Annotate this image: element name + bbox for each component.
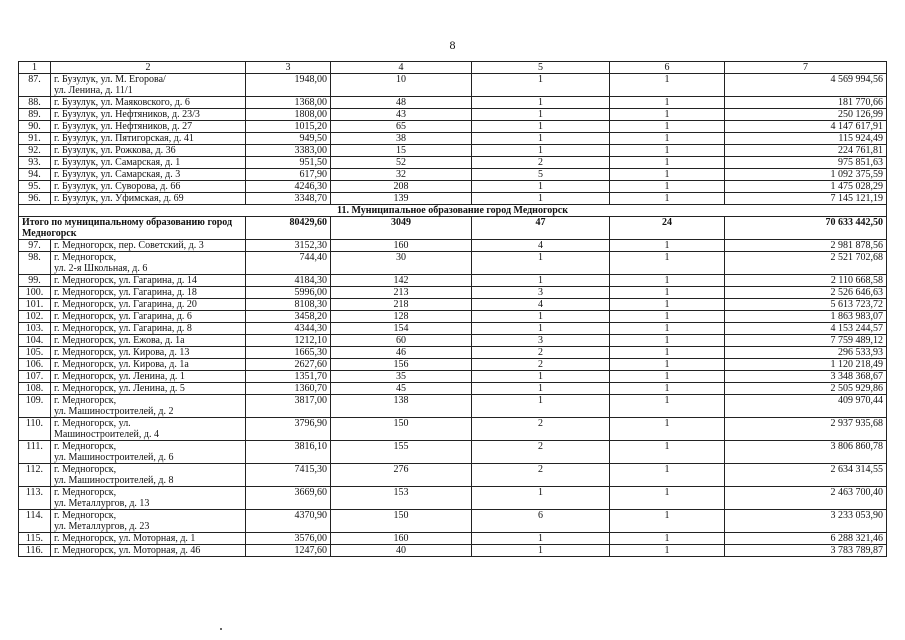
- residents-cell: 46: [331, 347, 472, 359]
- cost-cell: 224 761,81: [725, 145, 887, 157]
- table-row: [19, 545, 887, 557]
- scan-speck: [220, 628, 222, 630]
- residents-cell: 155: [331, 441, 472, 464]
- area-cell: 3576,00: [246, 533, 331, 545]
- row-number: 100.: [19, 287, 51, 299]
- residents-cell: 32: [331, 169, 472, 181]
- residents-cell: 156: [331, 359, 472, 371]
- area-cell: 1247,60: [246, 545, 331, 557]
- column-number: 5: [472, 62, 610, 74]
- table-row: [19, 335, 887, 347]
- address-cell: г. Медногорск, ул. Металлургов, д. 13: [51, 487, 246, 510]
- address-cell: г. Медногорск, ул. Ленина, д. 1: [51, 371, 246, 383]
- cost-cell: 975 851,63: [725, 157, 887, 169]
- col6-cell: 1: [610, 347, 725, 359]
- address-cell: г. Медногорск, ул. Ленина, д. 5: [51, 383, 246, 395]
- col5-cell: 1: [472, 395, 610, 418]
- address-cell: г. Медногорск, ул. Ежова, д. 1а: [51, 335, 246, 347]
- total-label: Итого по муниципальному образованию город Медногорск: [19, 217, 246, 240]
- col6-cell: 1: [610, 169, 725, 181]
- col6-cell: 1: [610, 441, 725, 464]
- col5-cell: 2: [472, 464, 610, 487]
- total-row: [19, 217, 887, 240]
- row-number: 91.: [19, 133, 51, 145]
- col6-cell: 1: [610, 487, 725, 510]
- row-number: 98.: [19, 252, 51, 275]
- cost-cell: 4 569 994,56: [725, 74, 887, 97]
- row-number: 115.: [19, 533, 51, 545]
- table-row: [19, 441, 887, 464]
- column-number: 4: [331, 62, 472, 74]
- row-number: 109.: [19, 395, 51, 418]
- total-cost: 70 633 442,50: [725, 217, 887, 240]
- cost-cell: 3 233 053,90: [725, 510, 887, 533]
- address-cell: г. Бузулук, ул. М. Егорова/ ул. Ленина, д. 11/1: [51, 74, 246, 97]
- residents-cell: 150: [331, 418, 472, 441]
- col5-cell: 1: [472, 383, 610, 395]
- col6-cell: 1: [610, 121, 725, 133]
- residents-cell: 138: [331, 395, 472, 418]
- row-number: 112.: [19, 464, 51, 487]
- col6-cell: 1: [610, 395, 725, 418]
- total-col6: 24: [610, 217, 725, 240]
- table-row: [19, 299, 887, 311]
- area-cell: 3817,00: [246, 395, 331, 418]
- area-cell: 4344,30: [246, 323, 331, 335]
- cost-cell: 7 145 121,19: [725, 193, 887, 205]
- address-cell: г. Бузулук, ул. Рожкова, д. 36: [51, 145, 246, 157]
- table-row: [19, 181, 887, 193]
- col6-cell: 1: [610, 323, 725, 335]
- residents-cell: 60: [331, 335, 472, 347]
- col6-cell: 1: [610, 335, 725, 347]
- address-cell: г. Бузулук, ул. Нефтяников, д. 23/3: [51, 109, 246, 121]
- col6-cell: 1: [610, 464, 725, 487]
- address-cell: г. Медногорск, ул. Машиностроителей, д. 6: [51, 441, 246, 464]
- table-row: [19, 418, 887, 441]
- table-row: [19, 323, 887, 335]
- col5-cell: 1: [472, 252, 610, 275]
- table-row: [19, 109, 887, 121]
- col5-cell: 1: [472, 323, 610, 335]
- row-number: 105.: [19, 347, 51, 359]
- column-number: 2: [51, 62, 246, 74]
- row-number: 89.: [19, 109, 51, 121]
- col5-cell: 2: [472, 157, 610, 169]
- table-row: [19, 252, 887, 275]
- cost-cell: 3 348 368,67: [725, 371, 887, 383]
- row-number: 88.: [19, 97, 51, 109]
- table-row: [19, 275, 887, 287]
- col6-cell: 1: [610, 418, 725, 441]
- cost-cell: 3 806 860,78: [725, 441, 887, 464]
- address-cell: г. Медногорск, ул. Кирова, д. 13: [51, 347, 246, 359]
- residents-cell: 40: [331, 545, 472, 557]
- row-number: 114.: [19, 510, 51, 533]
- area-cell: 8108,30: [246, 299, 331, 311]
- row-number: 99.: [19, 275, 51, 287]
- row-number: 101.: [19, 299, 51, 311]
- col5-cell: 2: [472, 418, 610, 441]
- cost-cell: 6 288 321,46: [725, 533, 887, 545]
- residents-cell: 218: [331, 299, 472, 311]
- col5-cell: 6: [472, 510, 610, 533]
- row-number: 97.: [19, 240, 51, 252]
- cost-cell: 4 153 244,57: [725, 323, 887, 335]
- col6-cell: 1: [610, 181, 725, 193]
- address-cell: г. Медногорск, ул. Машиностроителей, д. 8: [51, 464, 246, 487]
- area-cell: 617,90: [246, 169, 331, 181]
- table-row: [19, 145, 887, 157]
- section-heading-row: [19, 205, 887, 217]
- area-cell: 5996,00: [246, 287, 331, 299]
- row-number: 95.: [19, 181, 51, 193]
- area-cell: 1808,00: [246, 109, 331, 121]
- address-cell: г. Медногорск, пер. Советский, д. 3: [51, 240, 246, 252]
- area-cell: 1948,00: [246, 74, 331, 97]
- cost-cell: 2 634 314,55: [725, 464, 887, 487]
- cost-cell: 2 521 702,68: [725, 252, 887, 275]
- col5-cell: 1: [472, 487, 610, 510]
- table-row: [19, 240, 887, 252]
- address-cell: г. Медногорск, ул. Моторная, д. 46: [51, 545, 246, 557]
- table-row: [19, 133, 887, 145]
- col6-cell: 1: [610, 287, 725, 299]
- row-number: 94.: [19, 169, 51, 181]
- col6-cell: 1: [610, 275, 725, 287]
- col5-cell: 2: [472, 359, 610, 371]
- cost-cell: 1 092 375,59: [725, 169, 887, 181]
- address-cell: г. Медногорск, ул. Металлургов, д. 23: [51, 510, 246, 533]
- cost-cell: 2 981 878,56: [725, 240, 887, 252]
- table-row: [19, 287, 887, 299]
- address-cell: г. Медногорск, ул. Моторная, д. 1: [51, 533, 246, 545]
- table-row: [19, 74, 887, 97]
- residents-cell: 45: [331, 383, 472, 395]
- address-cell: г. Бузулук, ул. Самарская, д. 3: [51, 169, 246, 181]
- col6-cell: 1: [610, 383, 725, 395]
- address-cell: г. Медногорск, ул. Гагарина, д. 20: [51, 299, 246, 311]
- col6-cell: 1: [610, 311, 725, 323]
- col6-cell: 1: [610, 109, 725, 121]
- row-number: 113.: [19, 487, 51, 510]
- col5-cell: 1: [472, 145, 610, 157]
- cost-cell: 296 533,93: [725, 347, 887, 359]
- area-cell: 1665,30: [246, 347, 331, 359]
- cost-cell: 115 924,49: [725, 133, 887, 145]
- cost-cell: 5 613 723,72: [725, 299, 887, 311]
- cost-cell: 4 147 617,91: [725, 121, 887, 133]
- col5-cell: 1: [472, 97, 610, 109]
- col6-cell: 1: [610, 359, 725, 371]
- row-number: 92.: [19, 145, 51, 157]
- address-cell: г. Бузулук, ул. Самарская, д. 1: [51, 157, 246, 169]
- cost-cell: 1 475 028,29: [725, 181, 887, 193]
- address-cell: г. Медногорск, ул. Машиностроителей, д. 4: [51, 418, 246, 441]
- cost-cell: 181 770,66: [725, 97, 887, 109]
- area-cell: 3796,90: [246, 418, 331, 441]
- col6-cell: 1: [610, 510, 725, 533]
- residents-cell: 150: [331, 510, 472, 533]
- registry-body: [19, 62, 887, 557]
- area-cell: 951,50: [246, 157, 331, 169]
- table-row: [19, 347, 887, 359]
- residents-cell: 213: [331, 287, 472, 299]
- row-number: 93.: [19, 157, 51, 169]
- table-row: [19, 193, 887, 205]
- col6-cell: 1: [610, 145, 725, 157]
- table-row: [19, 359, 887, 371]
- table-row: [19, 157, 887, 169]
- col5-cell: 1: [472, 121, 610, 133]
- area-cell: 3383,00: [246, 145, 331, 157]
- residents-cell: 153: [331, 487, 472, 510]
- cost-cell: 2 110 668,58: [725, 275, 887, 287]
- area-cell: 4184,30: [246, 275, 331, 287]
- table-row: [19, 169, 887, 181]
- col5-cell: 3: [472, 335, 610, 347]
- section-title: 11. Муниципальное образование город Медногорск: [19, 205, 887, 217]
- cost-cell: 2 463 700,40: [725, 487, 887, 510]
- col5-cell: 1: [472, 533, 610, 545]
- cost-cell: 1 863 983,07: [725, 311, 887, 323]
- address-cell: г. Медногорск, ул. Гагарина, д. 18: [51, 287, 246, 299]
- col6-cell: 1: [610, 240, 725, 252]
- address-cell: г. Бузулук, ул. Суворова, д. 66: [51, 181, 246, 193]
- col6-cell: 1: [610, 299, 725, 311]
- residents-cell: 208: [331, 181, 472, 193]
- residents-cell: 139: [331, 193, 472, 205]
- col5-cell: 1: [472, 545, 610, 557]
- table-row: [19, 371, 887, 383]
- residents-cell: 160: [331, 240, 472, 252]
- area-cell: 3816,10: [246, 441, 331, 464]
- col5-cell: 2: [472, 441, 610, 464]
- col6-cell: 1: [610, 157, 725, 169]
- residents-cell: 65: [331, 121, 472, 133]
- row-number: 116.: [19, 545, 51, 557]
- area-cell: 3348,70: [246, 193, 331, 205]
- residents-cell: 160: [331, 533, 472, 545]
- area-cell: 1015,20: [246, 121, 331, 133]
- col6-cell: 1: [610, 193, 725, 205]
- area-cell: 3152,30: [246, 240, 331, 252]
- col5-cell: 1: [472, 109, 610, 121]
- col5-cell: 4: [472, 299, 610, 311]
- table-row: [19, 510, 887, 533]
- address-cell: г. Бузулук, ул. Уфимская, д. 69: [51, 193, 246, 205]
- area-cell: 3669,60: [246, 487, 331, 510]
- total-area: 80429,60: [246, 217, 331, 240]
- col5-cell: 1: [472, 133, 610, 145]
- address-cell: г. Медногорск, ул. Гагарина, д. 6: [51, 311, 246, 323]
- column-number-row: [19, 62, 887, 74]
- col5-cell: 5: [472, 169, 610, 181]
- residents-cell: 142: [331, 275, 472, 287]
- row-number: 108.: [19, 383, 51, 395]
- address-cell: г. Бузулук, ул. Нефтяников, д. 27: [51, 121, 246, 133]
- table-row: [19, 121, 887, 133]
- table-row: [19, 533, 887, 545]
- total-col5: 47: [472, 217, 610, 240]
- residents-cell: 30: [331, 252, 472, 275]
- area-cell: 4370,90: [246, 510, 331, 533]
- col6-cell: 1: [610, 545, 725, 557]
- cost-cell: 3 783 789,87: [725, 545, 887, 557]
- column-number: 1: [19, 62, 51, 74]
- table-row: [19, 97, 887, 109]
- col6-cell: 1: [610, 252, 725, 275]
- residents-cell: 52: [331, 157, 472, 169]
- table-row: [19, 487, 887, 510]
- cost-cell: 250 126,99: [725, 109, 887, 121]
- area-cell: 1351,70: [246, 371, 331, 383]
- row-number: 90.: [19, 121, 51, 133]
- address-cell: г. Медногорск, ул. Кирова, д. 1а: [51, 359, 246, 371]
- page-number: 8: [449, 38, 456, 52]
- col6-cell: 1: [610, 533, 725, 545]
- cost-cell: 2 937 935,68: [725, 418, 887, 441]
- residents-cell: 128: [331, 311, 472, 323]
- area-cell: 3458,20: [246, 311, 331, 323]
- row-number: 103.: [19, 323, 51, 335]
- residents-cell: 35: [331, 371, 472, 383]
- row-number: 102.: [19, 311, 51, 323]
- col5-cell: 1: [472, 311, 610, 323]
- col5-cell: 3: [472, 287, 610, 299]
- address-cell: г. Медногорск, ул. 2-я Школьная, д. 6: [51, 252, 246, 275]
- residents-cell: 15: [331, 145, 472, 157]
- total-residents: 3049: [331, 217, 472, 240]
- residents-cell: 10: [331, 74, 472, 97]
- row-number: 87.: [19, 74, 51, 97]
- col6-cell: 1: [610, 371, 725, 383]
- table-row: [19, 395, 887, 418]
- area-cell: 2627,60: [246, 359, 331, 371]
- col6-cell: 1: [610, 97, 725, 109]
- row-number: 107.: [19, 371, 51, 383]
- row-number: 104.: [19, 335, 51, 347]
- area-cell: 7415,30: [246, 464, 331, 487]
- address-cell: г. Бузулук, ул. Пятигорская, д. 41: [51, 133, 246, 145]
- col5-cell: 1: [472, 181, 610, 193]
- col5-cell: 1: [472, 193, 610, 205]
- col6-cell: 1: [610, 133, 725, 145]
- address-cell: г. Медногорск, ул. Гагарина, д. 8: [51, 323, 246, 335]
- address-cell: г. Медногорск, ул. Машиностроителей, д. 2: [51, 395, 246, 418]
- col5-cell: 4: [472, 240, 610, 252]
- residents-cell: 48: [331, 97, 472, 109]
- column-number: 6: [610, 62, 725, 74]
- area-cell: 949,50: [246, 133, 331, 145]
- row-number: 110.: [19, 418, 51, 441]
- area-cell: 1368,00: [246, 97, 331, 109]
- area-cell: 1212,10: [246, 335, 331, 347]
- area-cell: 1360,70: [246, 383, 331, 395]
- cost-cell: 1 120 218,49: [725, 359, 887, 371]
- row-number: 106.: [19, 359, 51, 371]
- residents-cell: 276: [331, 464, 472, 487]
- cost-cell: 2 505 929,86: [725, 383, 887, 395]
- col5-cell: 1: [472, 275, 610, 287]
- residents-cell: 43: [331, 109, 472, 121]
- col5-cell: 1: [472, 371, 610, 383]
- col5-cell: 1: [472, 74, 610, 97]
- table-row: [19, 464, 887, 487]
- residents-cell: 154: [331, 323, 472, 335]
- table-row: [19, 311, 887, 323]
- address-cell: г. Бузулук, ул. Маяковского, д. 6: [51, 97, 246, 109]
- row-number: 96.: [19, 193, 51, 205]
- cost-cell: 7 759 489,12: [725, 335, 887, 347]
- column-number: 3: [246, 62, 331, 74]
- table-row: [19, 383, 887, 395]
- column-number: 7: [725, 62, 887, 74]
- col5-cell: 2: [472, 347, 610, 359]
- address-cell: г. Медногорск, ул. Гагарина, д. 14: [51, 275, 246, 287]
- area-cell: 744,40: [246, 252, 331, 275]
- cost-cell: 2 526 646,63: [725, 287, 887, 299]
- row-number: 111.: [19, 441, 51, 464]
- registry-table: [18, 61, 887, 557]
- area-cell: 4246,30: [246, 181, 331, 193]
- col6-cell: 1: [610, 74, 725, 97]
- residents-cell: 38: [331, 133, 472, 145]
- cost-cell: 409 970,44: [725, 395, 887, 418]
